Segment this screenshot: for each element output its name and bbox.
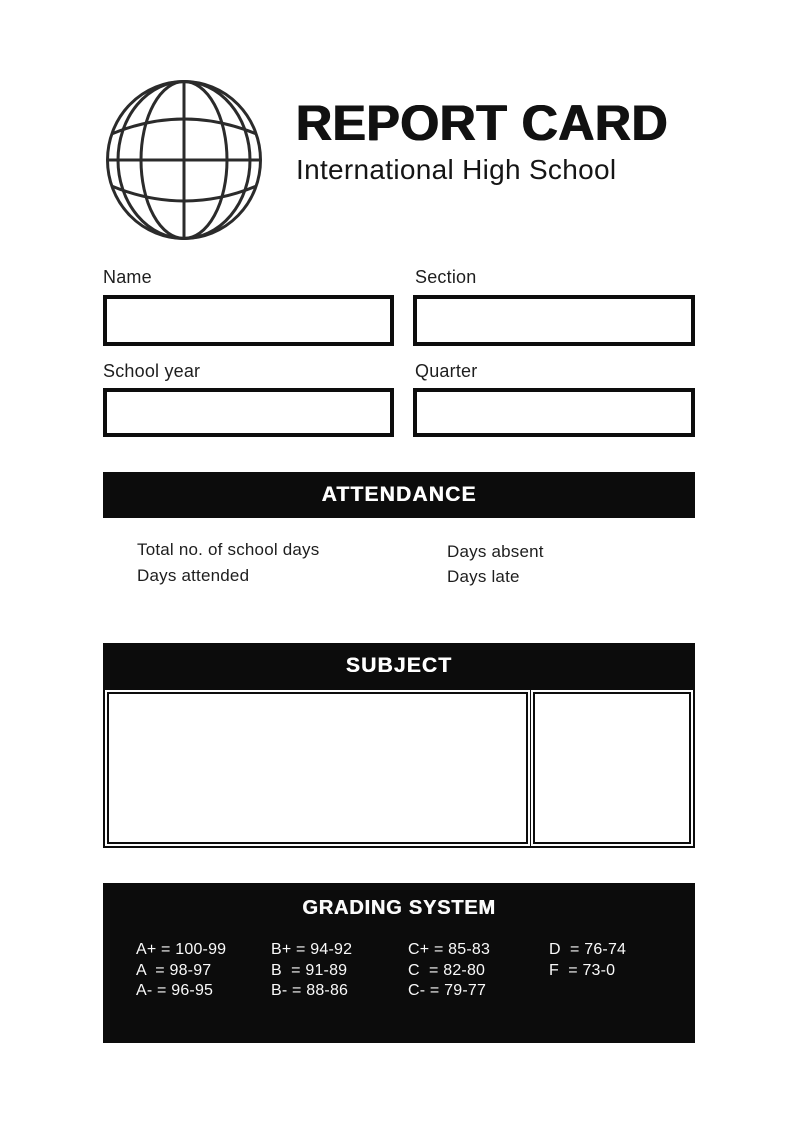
quarter-input[interactable] [413, 388, 695, 437]
grading-column-b [271, 940, 408, 1002]
school-year-label: School year [103, 361, 201, 381]
name-input[interactable] [103, 295, 394, 346]
grade-scale-entry: C = 82-80 [408, 961, 486, 979]
grading-column-a [136, 940, 271, 1002]
name-label: Name [103, 267, 152, 287]
subject-grades-cell[interactable] [533, 692, 691, 844]
attendance-header: ATTENDANCE [103, 472, 695, 518]
attendance-days-attended-label: Days attended [137, 566, 250, 585]
attendance-days-absent-label: Days absent [447, 542, 544, 561]
grade-scale-entry: C- = 79-77 [408, 982, 487, 999]
grading-system-header: GRADING SYSTEM [302, 897, 496, 919]
quarter-label: Quarter [415, 361, 478, 381]
header [296, 96, 716, 186]
subject-names-cell[interactable] [107, 692, 528, 844]
grading-scale-grid [103, 940, 695, 1002]
grade-scale-entry: A+ = 100-99 [136, 941, 227, 958]
grading-system-panel [103, 883, 695, 1043]
grading-column-c [408, 940, 549, 1002]
grade-scale-entry: C+ = 85-83 [408, 941, 491, 958]
section-input[interactable] [413, 295, 695, 346]
grade-scale-entry: B = 91-89 [271, 961, 348, 979]
school-name: International High School [296, 154, 617, 185]
grading-column-df [549, 940, 695, 1002]
page-title: REPORT CARD [296, 95, 669, 151]
subject-header: SUBJECT [103, 643, 695, 688]
attendance-total-days-label: Total no. of school days [137, 540, 320, 559]
school-year-input[interactable] [103, 388, 394, 437]
subject-table [103, 688, 695, 848]
attendance-days-late-label: Days late [447, 567, 520, 586]
grade-scale-entry: D = 76-74 [549, 941, 627, 958]
grade-scale-entry: A- = 96-95 [136, 982, 214, 999]
globe-icon [105, 79, 263, 241]
grade-scale-entry: B+ = 94-92 [271, 941, 353, 958]
section-label: Section [415, 267, 477, 287]
grade-scale-entry: F = 73-0 [549, 961, 616, 979]
grade-scale-entry: B- = 88-86 [271, 982, 349, 999]
grade-scale-entry: A = 98-97 [136, 961, 212, 979]
